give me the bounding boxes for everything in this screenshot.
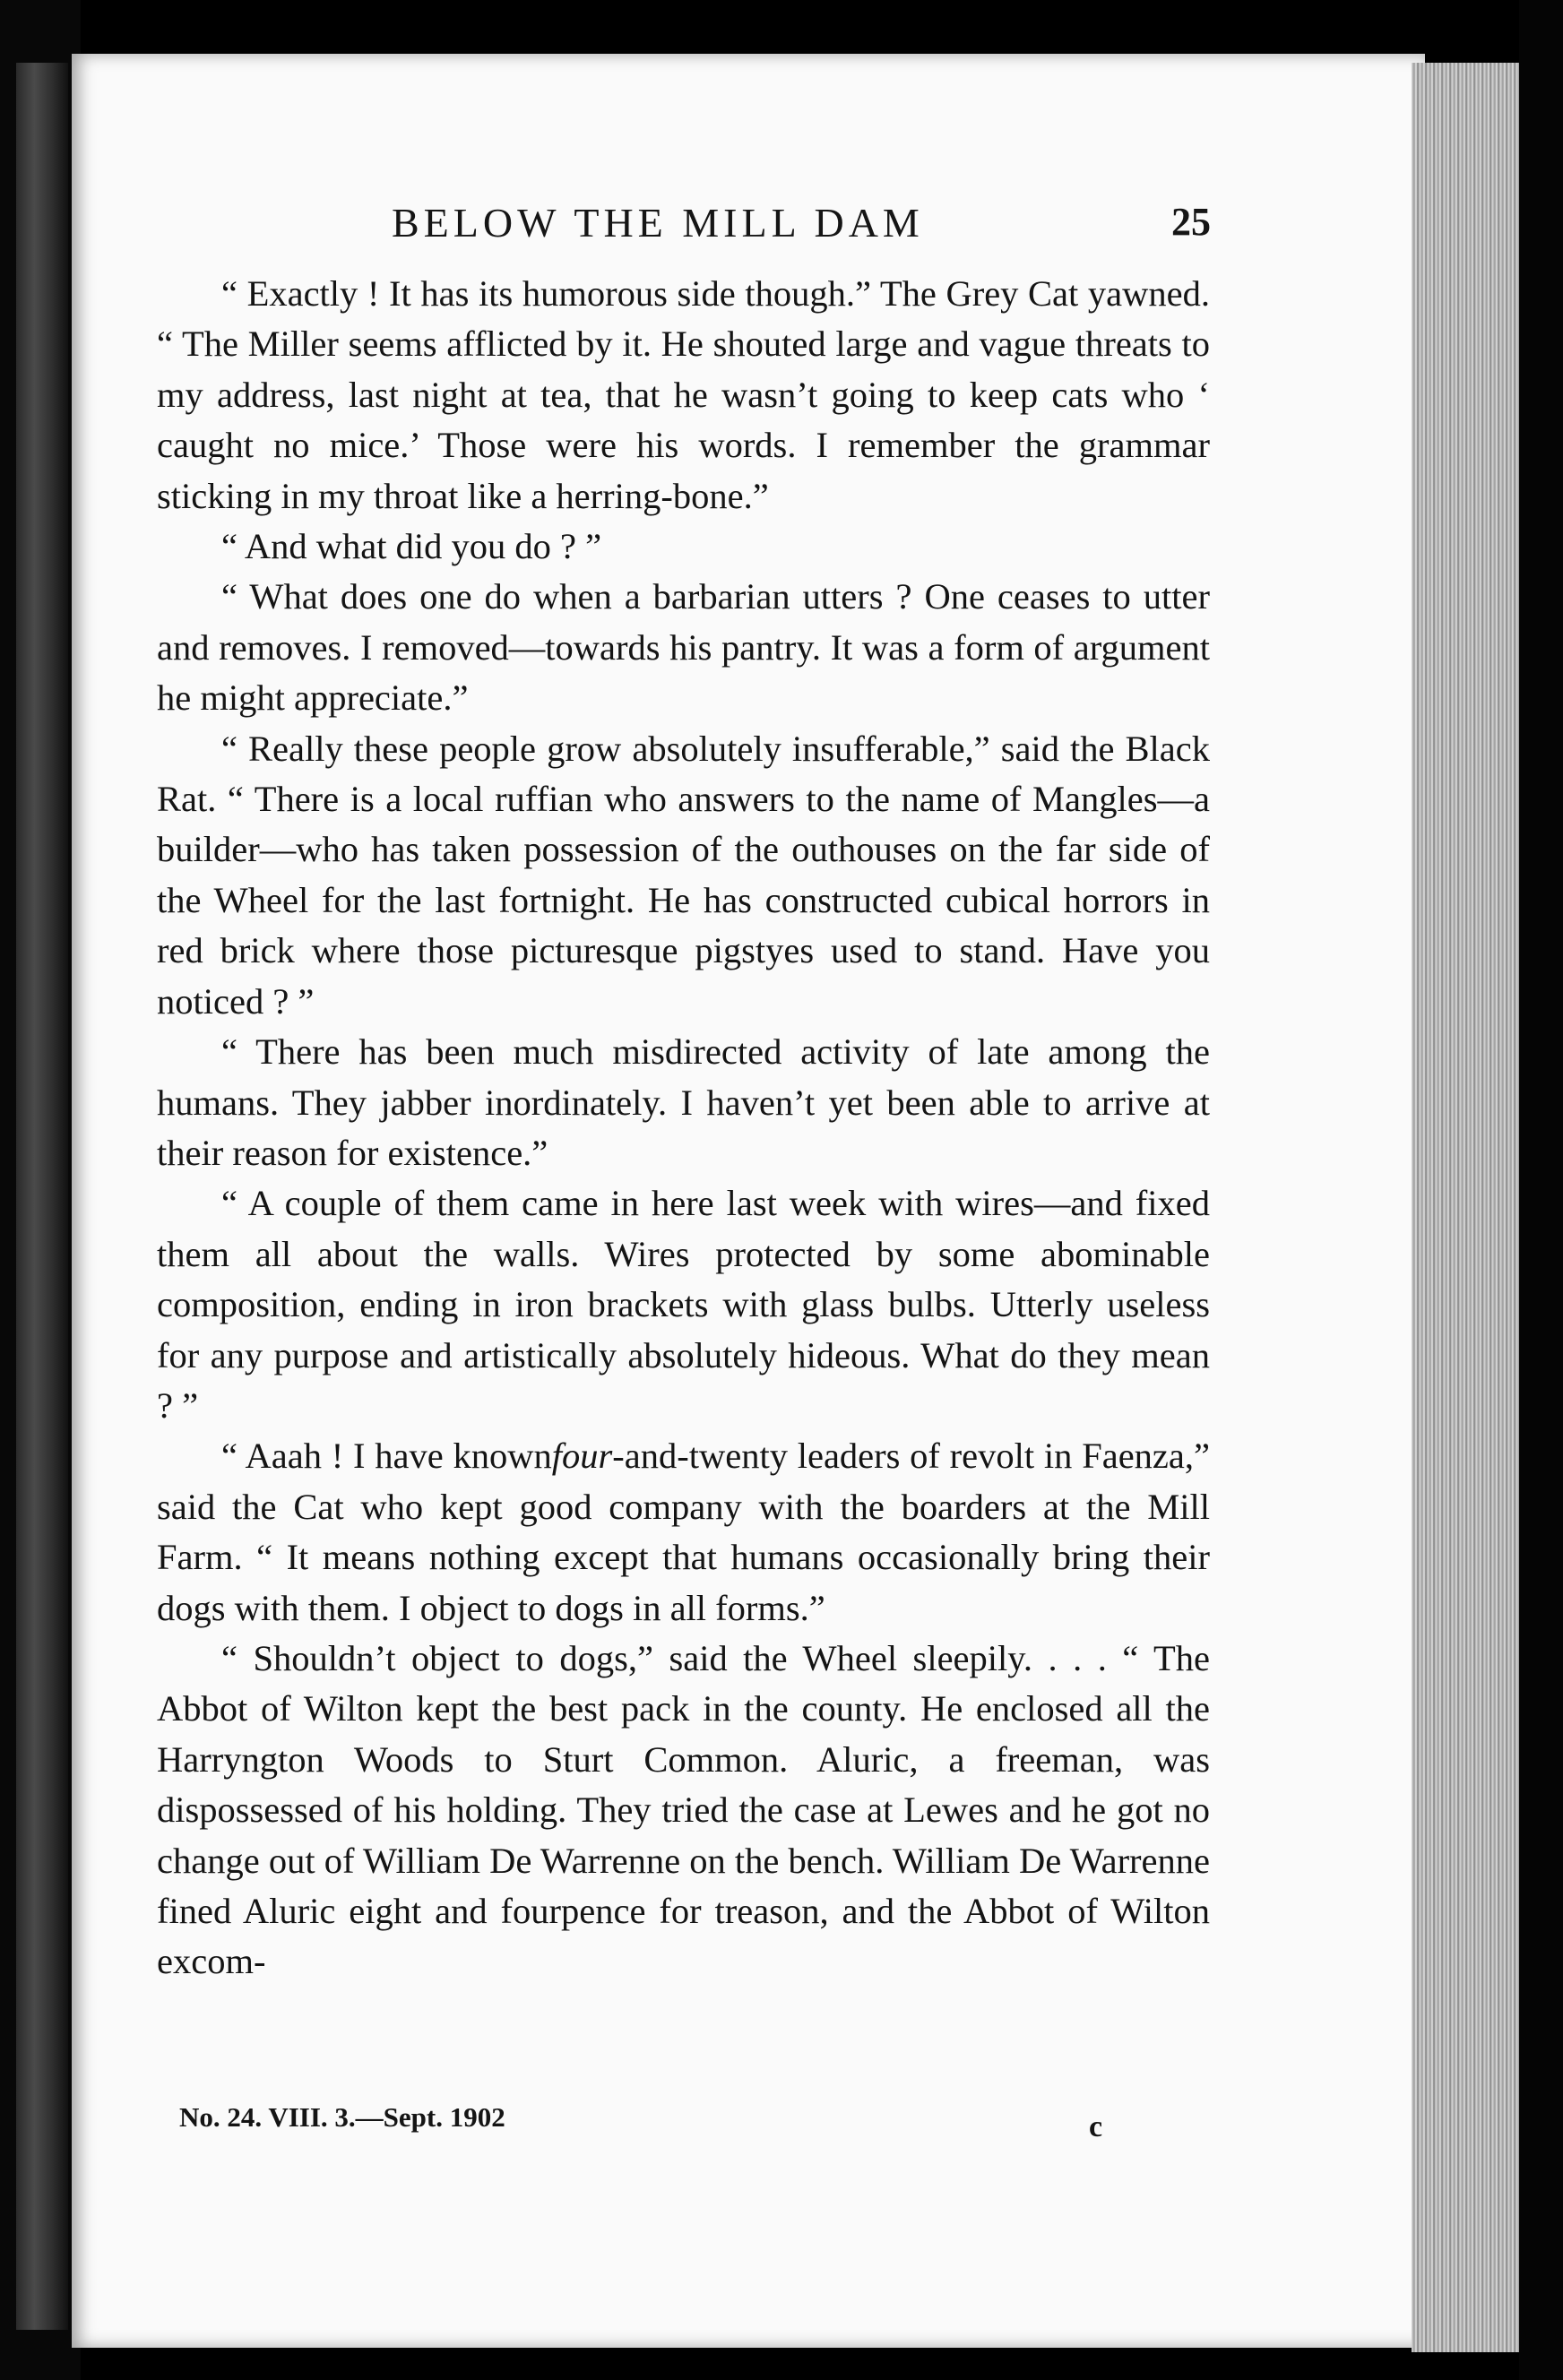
paragraph-text: “ Aaah ! I have known [221,1436,552,1477]
paragraph: “ A couple of them came in here last week with wires—and fixed them all about the walls. Wires protected by some abominable composition, ending in iron brackets with glass bulbs. Utterly useless for any purpose and artistically absolutely hideous. What do they mean ? ” [157,1183,1210,1426]
paragraph: “ Really these people grow absolutely insufferable,” said the Black Rat. “ There is a local ruffian who answers to the name of Mangles—a builder—who has taken possession of the outhouses on the far side of the Wheel for the last fortnight. He has constructed cubical horrors in red brick where those picturesque pigstyes used to stand. Have you noticed ? ” [157,728,1210,1022]
signature-mark: c [1089,2110,1103,2143]
paragraph: “ What does one do when a barbarian utters ? One ceases to utter and removes. I removed—towards his pantry. It was a form of argument he might appreciate.” [157,576,1210,719]
paragraph: “ Exactly ! It has its humorous side though.” The Grey Cat yawned. “ The Miller seems afflicted by it. He shouted large and vague threats to my address, last night at tea, that he wasn’t going to keep cats who ‘ caught no mice.’ Those were his words. I remember the grammar sticking in my throat like a herring-bone.” [157,273,1210,516]
italic-word: four [551,1436,613,1477]
page-footer [179,2101,1111,2143]
paragraph: “ There has been much misdirected activity of late among the humans. They jabber inordinately. I haven’t yet been able to arrive at their reason for existence.” [157,1031,1210,1173]
paragraph: “ Shouldn’t object to dogs,” said the Wheel sleepily. . . . “ The Abbot of Wilton kept the best pack in the county. He enclosed all the Harryngton Woods to Sturt Common. Aluric, a freeman, was dispossessed of his holding. They tried the case at Lewes and he got no change out of William De Warrenne on the bench. William De Warrenne fined Aluric eight and fourpence for treason, and the Abbot of Wilton excom- [157,1637,1210,1982]
page-number: 25 [1171,200,1211,244]
paragraph: “ And what did you do ? ” [221,526,602,567]
scan-border [1519,0,1563,2380]
body-text [157,269,1210,1988]
running-title: BELOW THE MILL DAM [392,200,924,246]
paragraph [157,1431,1210,1634]
page-edges [1412,63,1519,2352]
paragraph-text: -and-twenty leaders of revolt in Faenza,” said the Cat who kept good company with the boarders at the Mill Farm. “ It means nothing except that humans occasionally bring their dogs with them. I object to dogs in all forms.” [157,1436,1210,1628]
imprint-line: No. 24. VIII. 3.—Sept. 1902 [179,2101,505,2133]
binding-strip [16,63,68,2330]
